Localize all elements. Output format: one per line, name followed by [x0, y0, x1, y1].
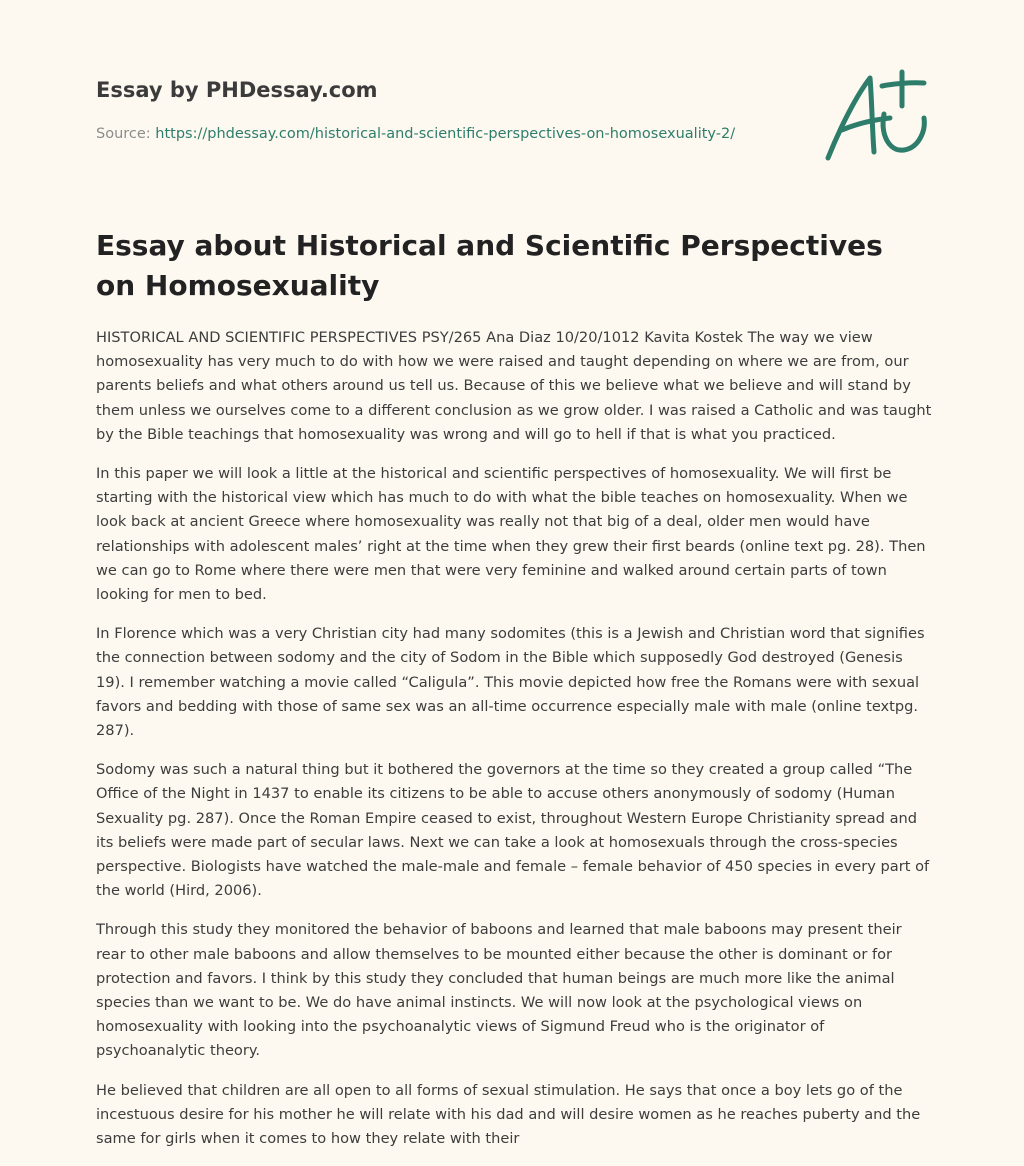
essay-body	[96, 326, 932, 1166]
paragraph: Through this study they monitored the behavior of baboons and learned that male baboons may present their rear to other male baboons and allow themselves to be mounted either because the other is dominant or for protection and favors. I think by this study they concluded that human beings are much more like the animal species than we want to be. We do have animal instincts. We will now look at the psychological views on homosexuality with looking into the psychoanalytic views of Sigmund Freud who is the originator of psychoanalytic theory.	[96, 921, 902, 1060]
source-line	[96, 124, 796, 144]
paragraph: Sodomy was such a natural thing but it bothered the governors at the time so they created a group called “The Office of the Night in 1437 to enable its citizens to be able to accuse others anonymously of sodomy (Human Sexuality pg. 287). Once the Roman Empire ceased to exist, throughout Western Europe Christianity spread and its beliefs were made part of secular laws. Next we can take a look at homosexuals through the cross-species perspective. Biologists have watched the male-male and female – female behavior of 450 species in every part of the world (Hird, 2006).	[96, 761, 930, 900]
essay-title: Essay about Historical and Scientific Perspectives on Homosexuality	[96, 229, 883, 302]
source-link[interactable]: https://phdessay.com/historical-and-scientific-perspectives-on-homosexuality-2/	[155, 126, 736, 142]
paragraph: HISTORICAL AND SCIENTIFIC PERSPECTIVES PSY/265 Ana Diaz 10/20/1012 Kavita Kostek The way we view homosexuality has very much to do with how we were raised and taught depending on where we are from, our parents beliefs and what others around us tell us. Because of this we believe what we believe and will stand by them unless we ourselves come to a different conclusion as we grow older. I was raised a Catholic and was taught by the Bible teachings that homosexuality was wrong and will go to hell if that is what you practiced.	[96, 329, 932, 443]
page-header	[96, 76, 796, 144]
paragraph: He believed that children are all open to all forms of sexual stimulation. He says that once a boy lets go of the incestuous desire for his mother he will relate with his dad and will desire women as he reaches puberty and the same for girls when it comes to how they relate with their	[96, 1081, 921, 1148]
source-label: Source:	[96, 126, 156, 142]
a-plus-logo-icon	[820, 66, 932, 166]
paragraph: In Florence which was a very Christian city had many sodomites (this is a Jewish and Christian word that signifies the connection between sodomy and the city of Sodom in the Bible which supposedly God destroyed (Genesis 19). I remember watching a movie called “Caligula”. This movie depicted how free the Romans were with sexual favors and bedding with those of same sex was an all-time occurrence especially male with male (online textpg. 287).	[96, 625, 925, 740]
paragraph: In this paper we will look a little at the historical and scientific perspectives of homosexuality. We will first be starting with the historical view which has much to do with what the bible teaches on homosexuality. When we look back at ancient Greece where homosexuality was really not that big of a deal, older men would have relationships with adolescent males’ right at the time when they grew their first beards (online text pg. 28). Then we can go to Rome where there were men that were very feminine and walked around certain parts of town looking for men to bed.	[96, 465, 926, 604]
site-brand: Essay by PHDessay.com	[96, 78, 378, 102]
